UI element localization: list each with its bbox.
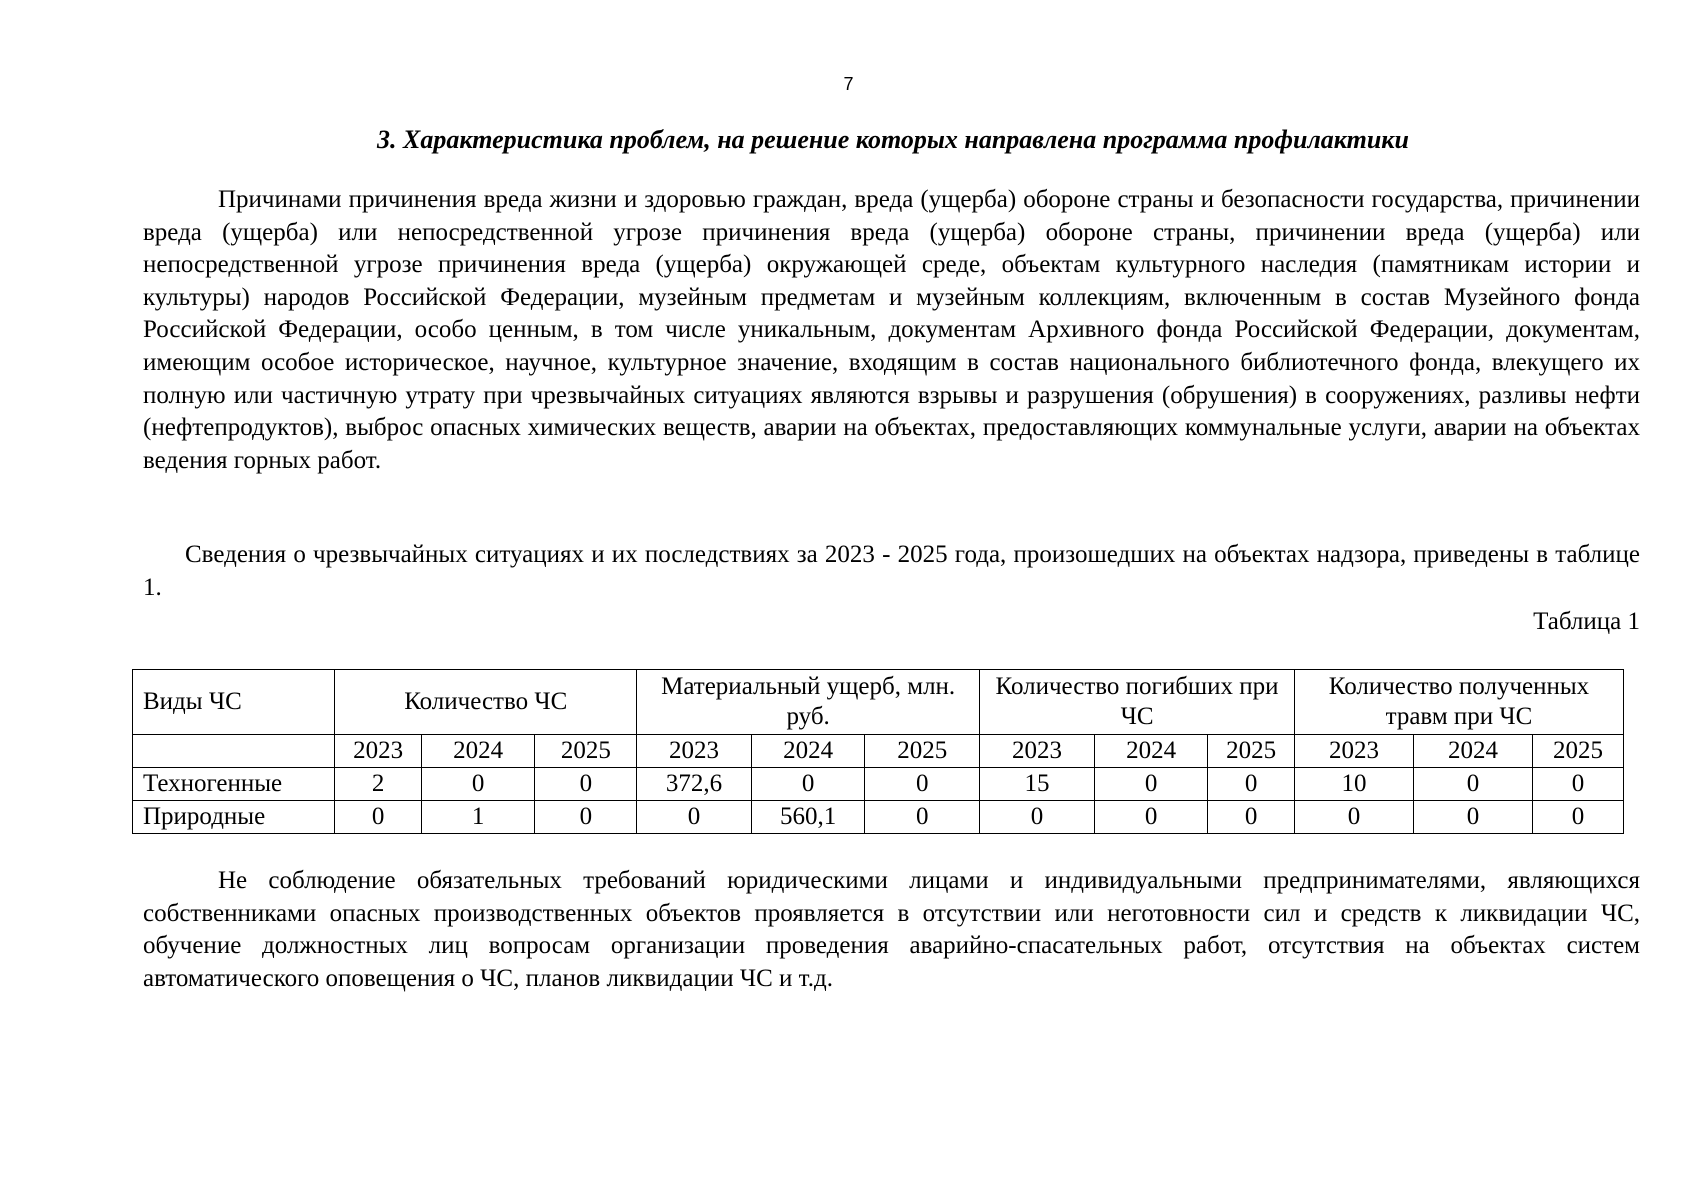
year-row-blank — [133, 735, 335, 768]
table-cell: 0 — [535, 801, 637, 834]
table-row-technogenic — [133, 768, 1624, 801]
table-cell: 2 — [335, 768, 422, 801]
year-cell: 2023 — [335, 735, 422, 768]
table-cell: 0 — [1532, 768, 1623, 801]
year-cell: 2023 — [637, 735, 752, 768]
table-cell: 0 — [535, 768, 637, 801]
year-cell: 2024 — [1094, 735, 1208, 768]
year-cell: 2025 — [535, 735, 637, 768]
table-cell: 0 — [335, 801, 422, 834]
table-cell: 1 — [421, 801, 535, 834]
year-cell: 2024 — [1413, 735, 1532, 768]
table-cell: 560,1 — [751, 801, 865, 834]
table-cell: 0 — [1208, 801, 1295, 834]
header-emergency-type: Виды ЧС — [133, 670, 335, 735]
row-label: Природные — [133, 801, 335, 834]
year-cell: 2025 — [865, 735, 980, 768]
table-cell: 15 — [980, 768, 1095, 801]
table-cell: 0 — [637, 801, 752, 834]
header-deaths: Количество погибших при ЧС — [980, 670, 1295, 735]
table-cell: 10 — [1294, 768, 1413, 801]
header-emergency-count: Количество ЧС — [335, 670, 637, 735]
paragraph-violations: Не соблюдение обязательных требований юридическими лицами и индивидуальными предпринимателями, являющихся собственниками опасных производственных объектов проявляется в отсутствии или неготовности сил и средств к ликвидации ЧС, обучение должностных лиц вопросам организации проведения аварийно-спасательных работ, отсутствия на объектах систем автоматического оповещения о ЧС, планов ликвидации ЧС и т.д. — [143, 867, 1640, 992]
section-title: 3. Характеристика проблем, на решение которых направлена программа профилактики — [377, 125, 1409, 154]
year-cell: 2024 — [421, 735, 535, 768]
year-cell: 2025 — [1208, 735, 1295, 768]
year-cell: 2024 — [751, 735, 865, 768]
row-label: Техногенные — [133, 768, 335, 801]
table-cell: 0 — [865, 801, 980, 834]
table-caption: Таблица 1 — [1533, 608, 1640, 635]
table-row-natural — [133, 801, 1624, 834]
table-header-row — [133, 670, 1624, 735]
table-cell: 0 — [1413, 768, 1532, 801]
emergency-stats-table — [132, 669, 1624, 834]
table-cell: 372,6 — [637, 768, 752, 801]
paragraph-table-intro: Сведения о чрезвычайных ситуациях и их последствиях за 2023 - 2025 года, произошедших на объектах надзора, приведены в таблице 1. — [143, 541, 1640, 601]
table-cell: 0 — [980, 801, 1095, 834]
table-cell: 0 — [1532, 801, 1623, 834]
table-cell: 0 — [1413, 801, 1532, 834]
table-cell: 0 — [1094, 801, 1208, 834]
table-cell: 0 — [421, 768, 535, 801]
table-cell: 0 — [1294, 801, 1413, 834]
table-cell: 0 — [751, 768, 865, 801]
table-cell: 0 — [1208, 768, 1295, 801]
header-injuries: Количество полученных травм при ЧС — [1294, 670, 1623, 735]
table-cell: 0 — [1094, 768, 1208, 801]
header-material-damage: Материальный ущерб, млн. руб. — [637, 670, 980, 735]
table-cell: 0 — [865, 768, 980, 801]
paragraph-causes: Причинами причинения вреда жизни и здоровью граждан, вреда (ущерба) обороне страны и безопасности государства, причинении вреда (ущерба) или непосредственной угрозе причинения вреда (ущерба) обороне страны, причинении вреда (ущерба) или непосредственной угрозе причинения вреда (ущерба) окружающей среде, объектам культурного наследия (памятникам истории и культуры) народов Российской Федерации, музейным предметам и музейным коллекциям, включенным в состав Музейного фонда Российской Федерации, особо ценным, в том числе уникальным, документам Архивного фонда Российской Федерации, документам, имеющим особое историческое, научное, культурное значение, входящим в состав национального библиотечного фонда, влекущего их полную или частичную утрату при чрезвычайных ситуациях являются взрывы и разрушения (обрушения) в сооружениях, разливы нефти (нефтепродуктов), выброс опасных химических веществ, аварии на объектах, предоставляющих коммунальные услуги, аварии на объектах ведения горных работ. — [143, 186, 1640, 474]
year-cell: 2025 — [1532, 735, 1623, 768]
page-number: 7 — [843, 74, 854, 94]
year-cell: 2023 — [980, 735, 1095, 768]
table-year-row — [133, 735, 1624, 768]
year-cell: 2023 — [1294, 735, 1413, 768]
